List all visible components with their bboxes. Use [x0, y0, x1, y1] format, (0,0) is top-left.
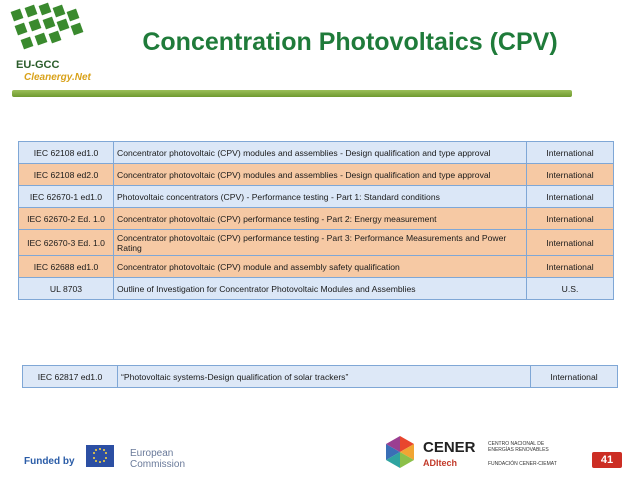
standard-cell: IEC 62670-1 ed1.0 — [19, 186, 114, 208]
title-divider — [12, 90, 572, 97]
description-cell: Concentrator photovoltaic (CPV) performance testing - Part 2: Energy measurement — [114, 208, 527, 230]
standard-cell: IEC 62108 ed2.0 — [19, 164, 114, 186]
scope-cell: International — [527, 142, 614, 164]
logo-line2: Cleanergy.Net — [24, 72, 91, 83]
cener-name: CENER — [423, 439, 476, 456]
eu-gcc-logo — [6, 2, 98, 86]
standard-cell: IEC 62670-2 Ed. 1.0 — [19, 208, 114, 230]
cener-foundation: FUNDACIÓN CENER-CIEMAT — [488, 461, 557, 467]
scope-cell: International — [531, 366, 618, 388]
table-row — [19, 186, 614, 208]
page-title: Concentration Photovoltaics (CPV) — [142, 28, 558, 56]
description-cell: “Photovoltaic systems-Design qualification of solar trackers” — [118, 366, 531, 388]
scope-cell: International — [527, 230, 614, 256]
european-commission-label: European Commission — [130, 448, 186, 470]
table-row — [19, 142, 614, 164]
funded-by-label: Funded by — [24, 456, 75, 467]
table-row — [19, 278, 614, 300]
cener-subtitle: CENTRO NACIONAL DE ENERGÍAS RENOVABLES — [488, 441, 549, 453]
scope-cell: International — [527, 256, 614, 278]
standard-cell: IEC 62817 ed1.0 — [23, 366, 118, 388]
logo-line1: EU-GCC — [16, 59, 60, 71]
standard-cell: UL 8703 — [19, 278, 114, 300]
description-cell: Concentrator photovoltaic (CPV) modules and assemblies - Design qualification and type approval — [114, 164, 527, 186]
table-row — [19, 208, 614, 230]
trackers-table — [22, 365, 618, 388]
scope-cell: International — [527, 186, 614, 208]
table-row — [19, 230, 614, 256]
scope-cell: International — [527, 208, 614, 230]
standard-cell: IEC 62688 ed1.0 — [19, 256, 114, 278]
standard-cell: IEC 62670-3 Ed. 1.0 — [19, 230, 114, 256]
table-row — [19, 164, 614, 186]
description-cell: Concentrator photovoltaic (CPV) modules and assemblies - Design qualification and type approval — [114, 142, 527, 164]
table-row — [23, 366, 618, 388]
eu-flag-icon — [86, 445, 114, 467]
table-row — [19, 256, 614, 278]
cener-logo-icon — [382, 434, 418, 470]
page-number-badge: 41 — [592, 452, 622, 468]
standards-table — [18, 141, 614, 300]
scope-cell: U.S. — [527, 278, 614, 300]
scope-cell: International — [527, 164, 614, 186]
description-cell: Outline of Investigation for Concentrator Photovoltaic Modules and Assemblies — [114, 278, 527, 300]
description-cell: Photovoltaic concentrators (CPV) - Performance testing - Part 1: Standard conditions — [114, 186, 527, 208]
aditech-label: ADItech — [423, 458, 458, 468]
description-cell: Concentrator photovoltaic (CPV) performance testing - Part 3: Performance Measurements and Power Rating — [114, 230, 527, 256]
description-cell: Concentrator photovoltaic (CPV) module and assembly safety qualification — [114, 256, 527, 278]
standard-cell: IEC 62108 ed1.0 — [19, 142, 114, 164]
